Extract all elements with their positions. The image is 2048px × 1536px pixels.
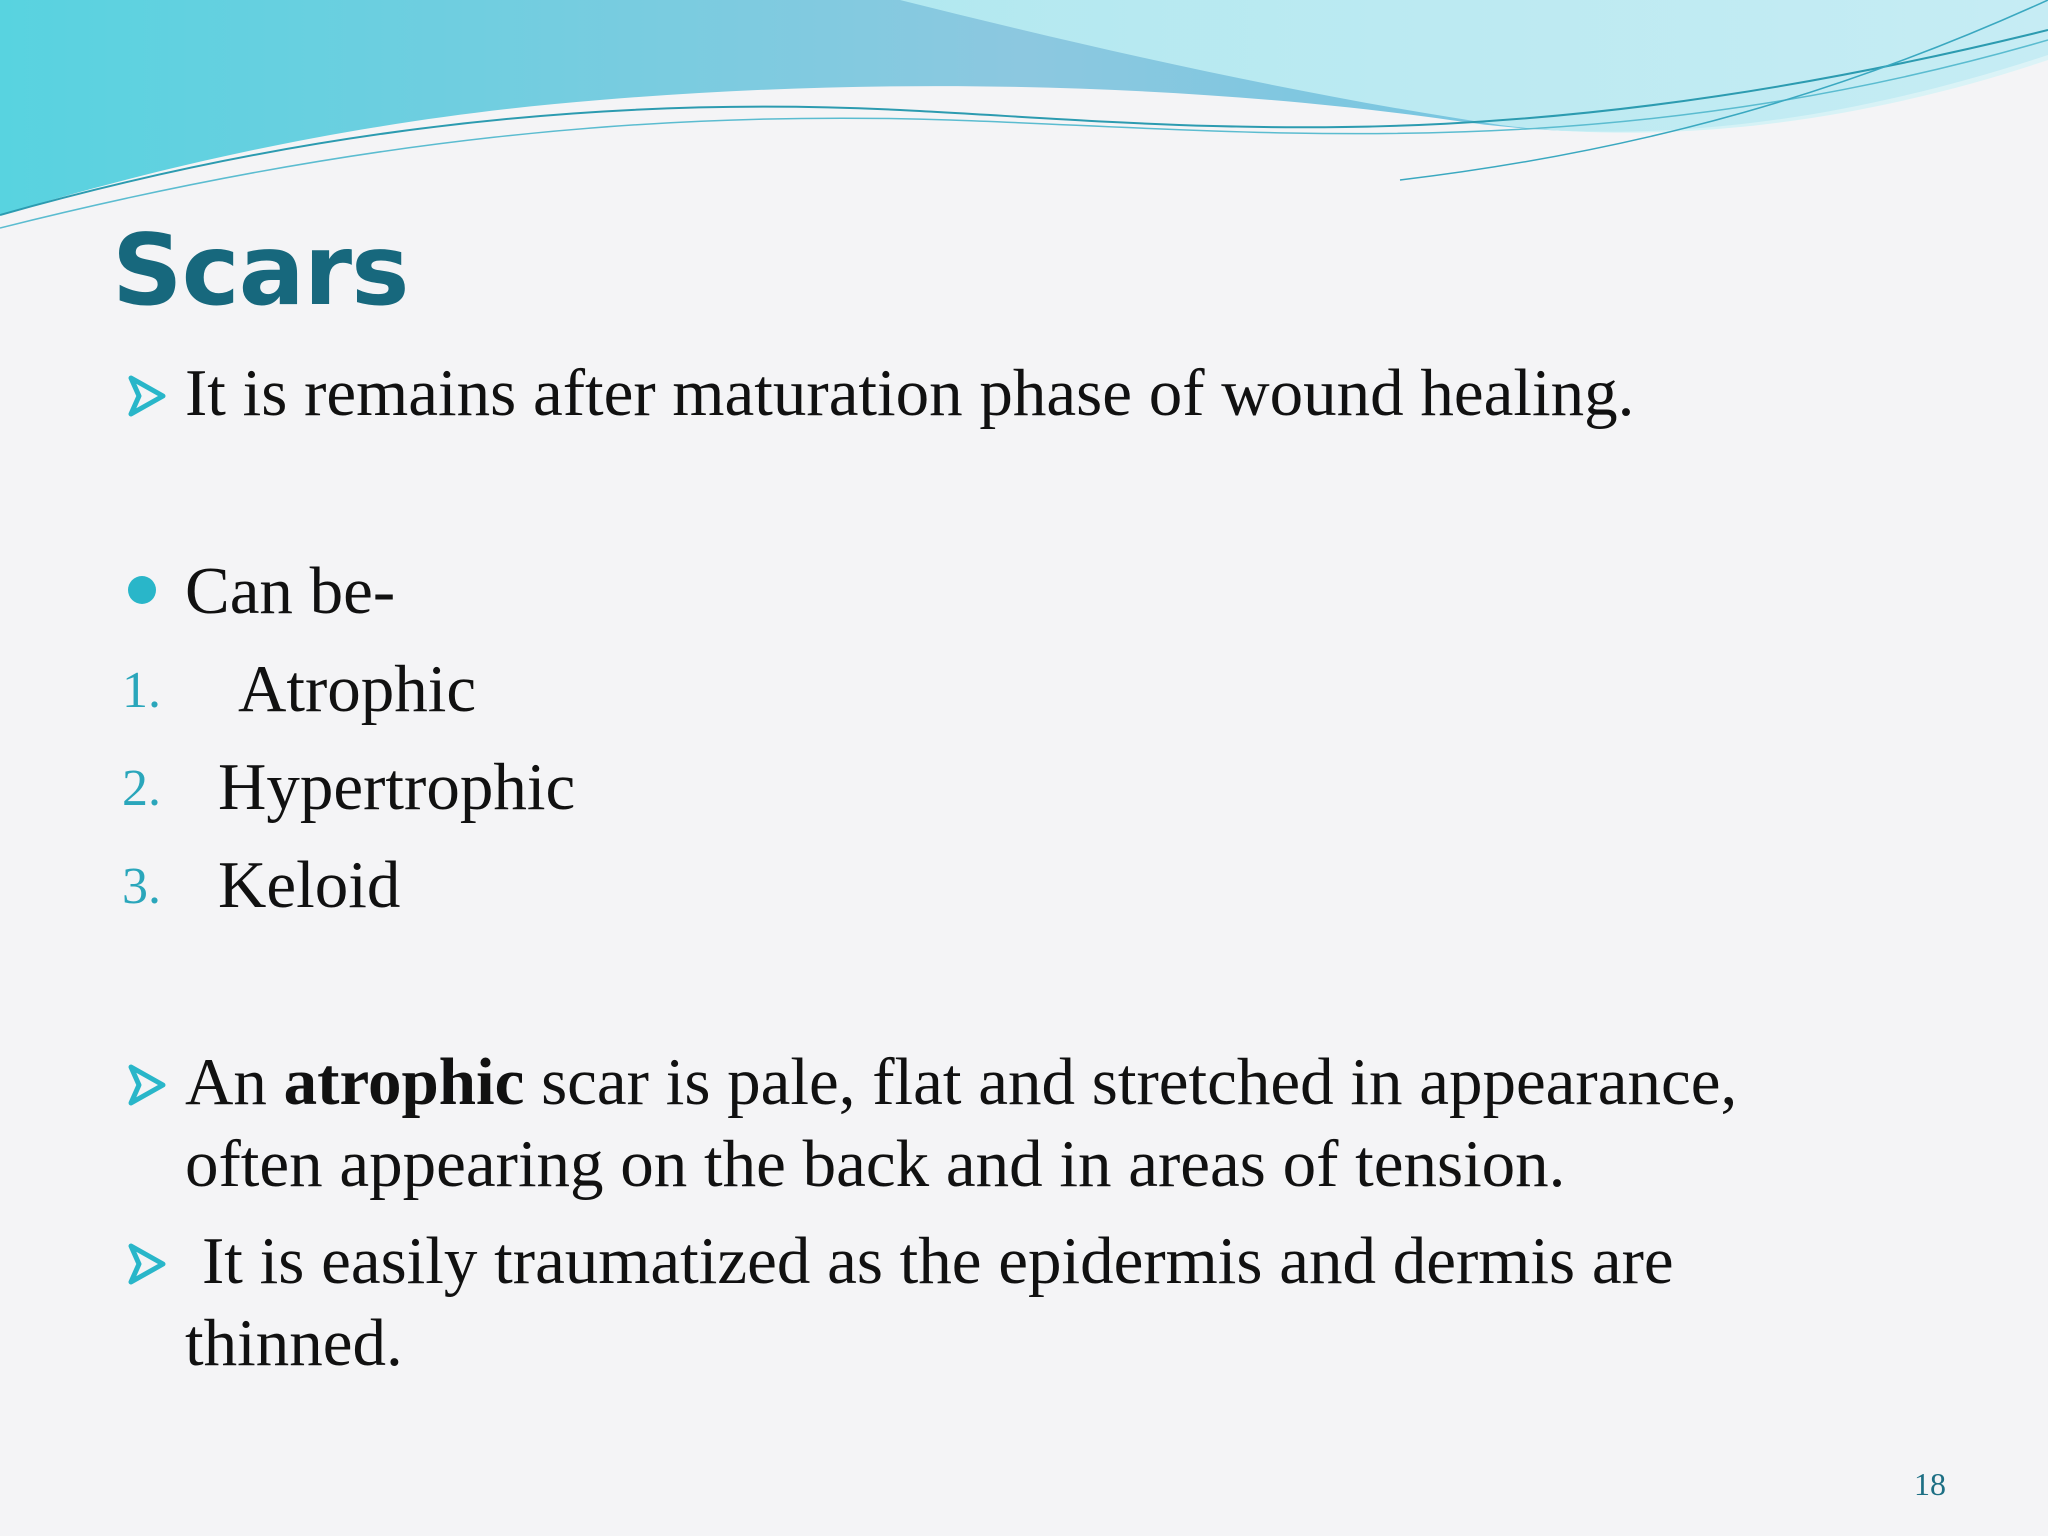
- paragraph-traumatized-line1: It is easily traumatized as the epidermis and dermis are: [202, 1224, 1674, 1298]
- bullet-can-be: Can be-: [185, 554, 396, 628]
- arrow-bullet-icon: [127, 1063, 167, 1107]
- paragraph-atrophic-line2: often appearing on the back and in areas of tension.: [185, 1127, 1566, 1201]
- header-wave-decoration: [0, 0, 2048, 240]
- arrow-bullet-icon: [127, 1242, 167, 1286]
- dot-bullet-icon: [128, 576, 156, 604]
- arrow-bullet-icon: [127, 374, 167, 418]
- paragraph-atrophic-line1: [185, 1041, 1737, 1123]
- list-number: 2.: [122, 760, 161, 817]
- list-item-atrophic: Atrophic: [238, 652, 477, 726]
- bold-term-atrophic: atrophic: [283, 1045, 525, 1119]
- paragraph-traumatized-line2: thinned.: [185, 1306, 403, 1380]
- paragraph-prefix: An: [185, 1045, 284, 1119]
- bullet-maturation: It is remains after maturation phase of wound healing.: [185, 356, 1635, 430]
- list-item-keloid: Keloid: [218, 848, 401, 922]
- list-number: 1.: [122, 662, 161, 719]
- list-item-hypertrophic: Hypertrophic: [218, 750, 576, 824]
- page-number: 18: [1914, 1466, 1946, 1502]
- paragraph-rest: scar is pale, flat and stretched in appearance,: [524, 1045, 1738, 1119]
- list-number: 3.: [122, 858, 161, 915]
- slide-title: Scars: [112, 214, 409, 328]
